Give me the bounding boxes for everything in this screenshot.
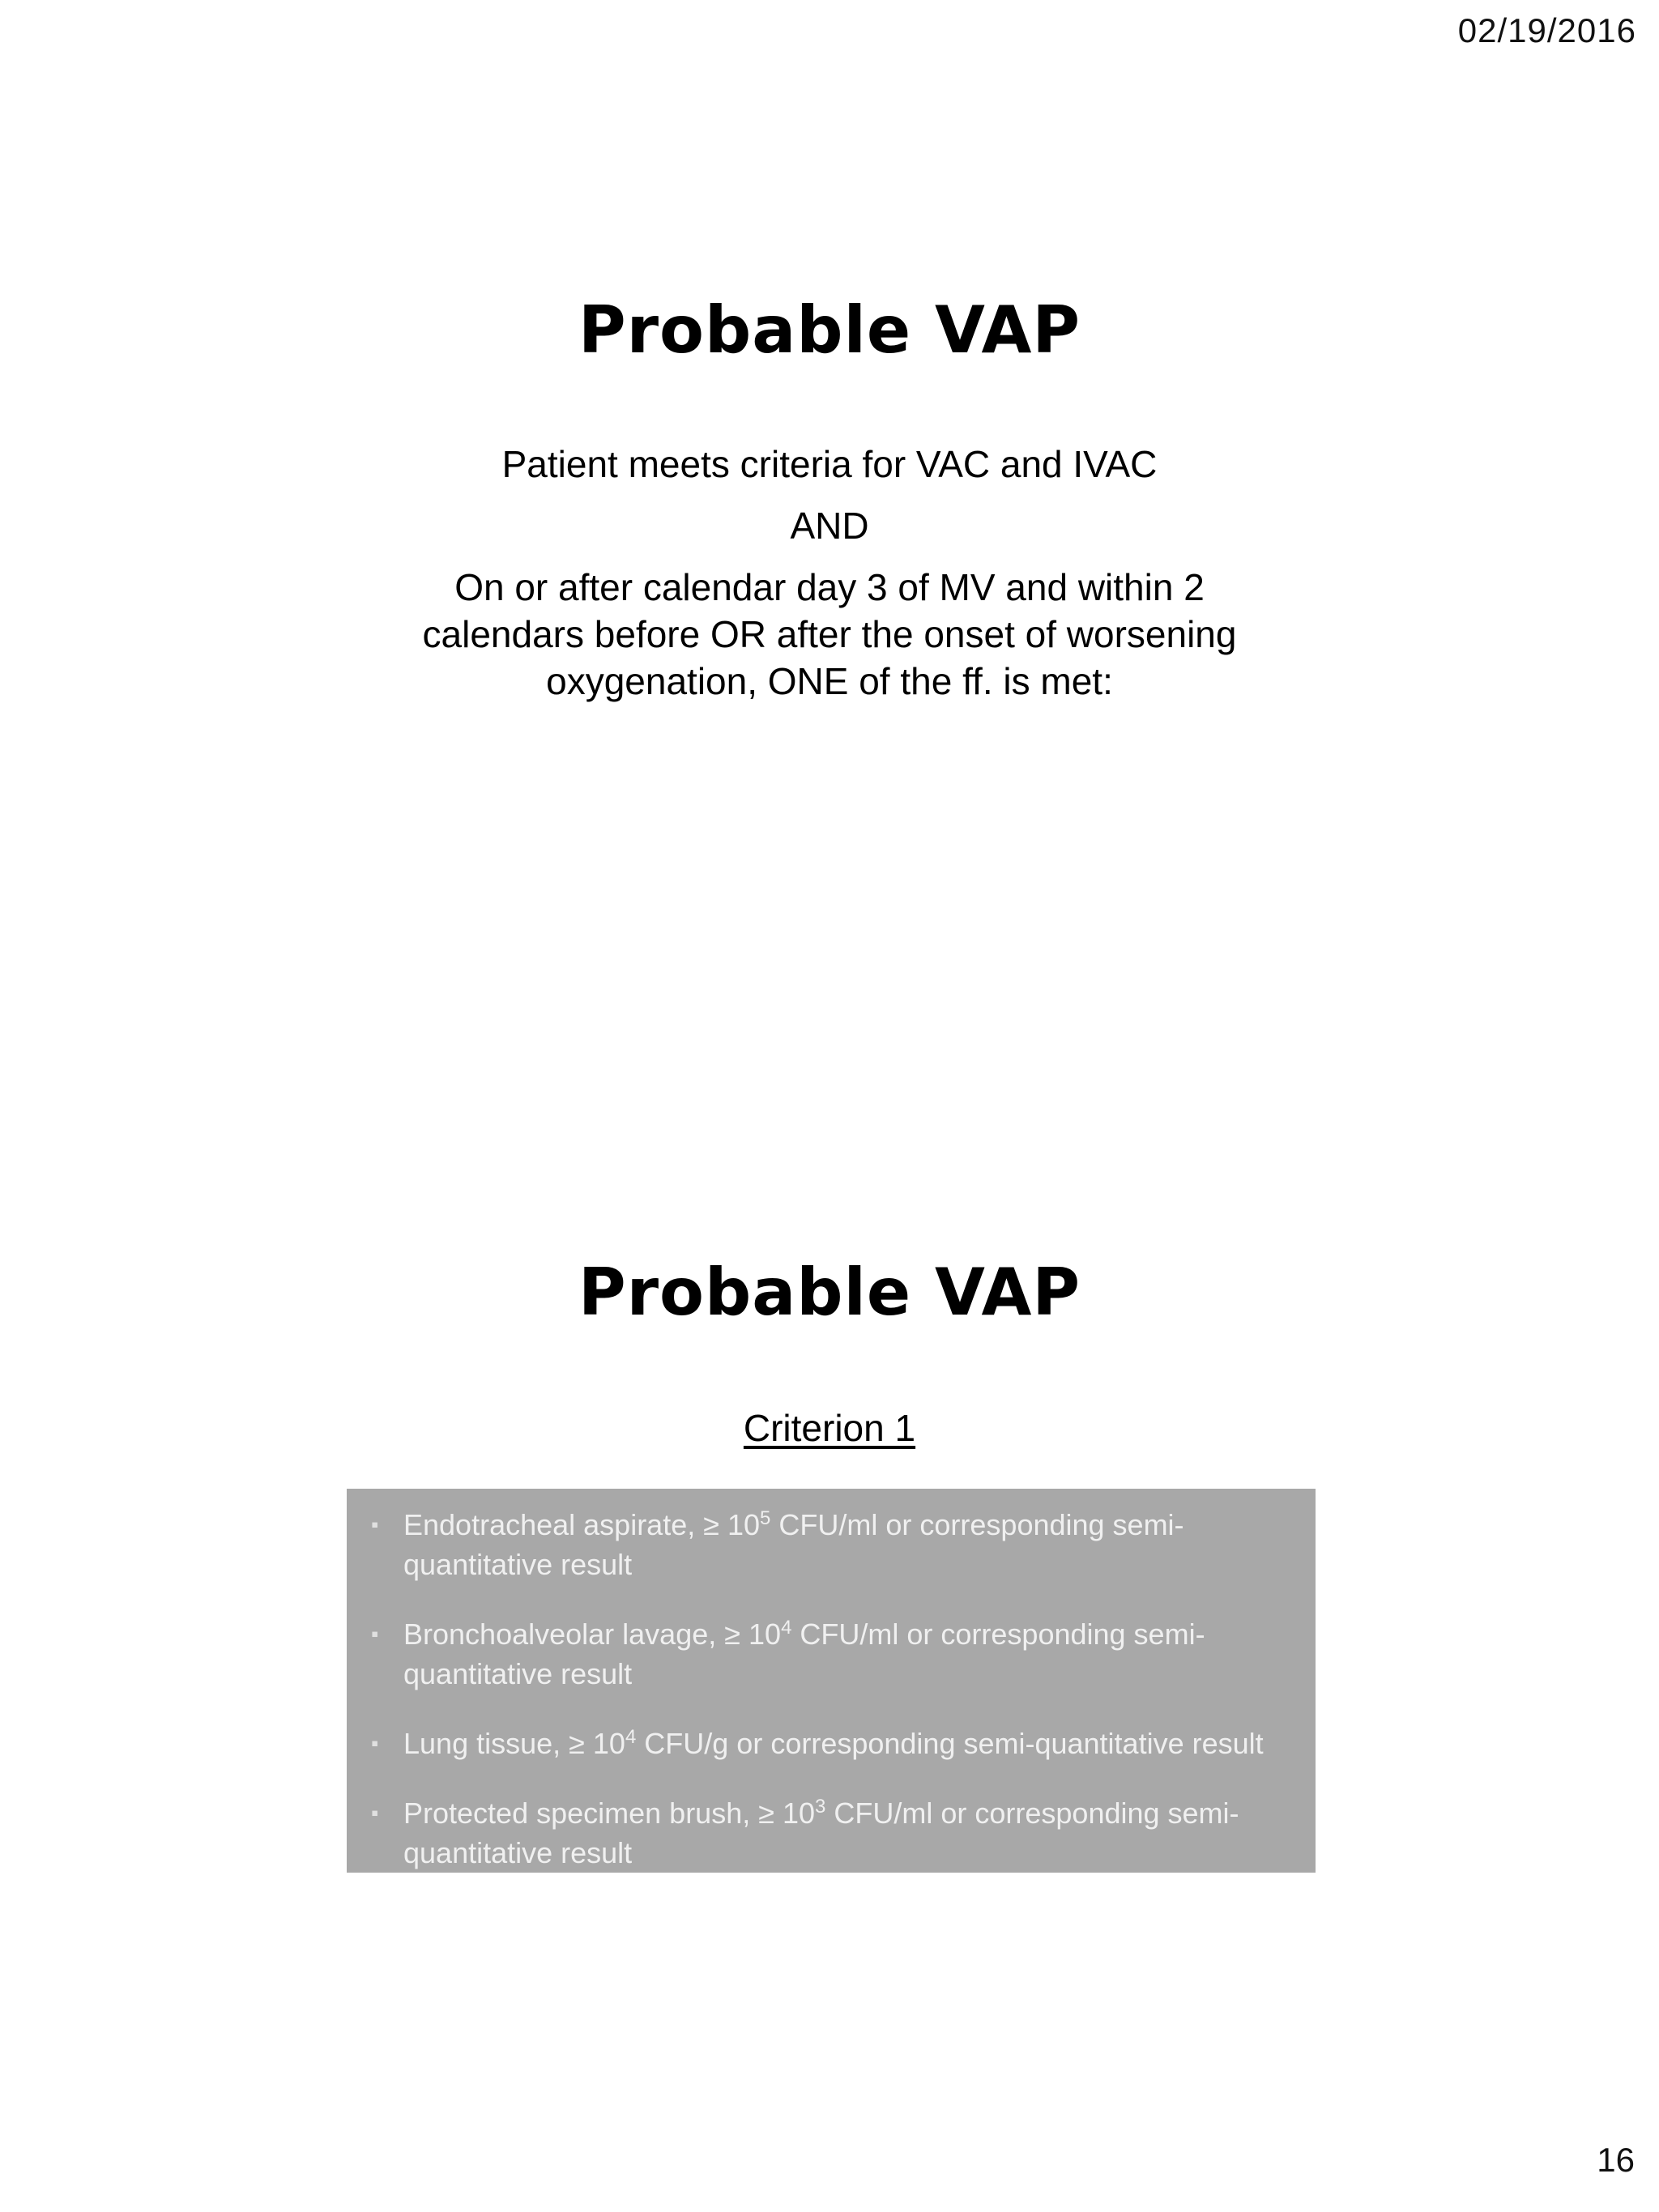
slide-probable-vap-2 bbox=[0, 1254, 1659, 1869]
criterion-heading: Criterion 1 bbox=[743, 1407, 916, 1449]
slide-title: Probable VAP bbox=[578, 1255, 1081, 1330]
list-item bbox=[371, 1614, 1291, 1694]
criteria-intro-line: Patient meets criteria for VAC and IVAC bbox=[501, 443, 1158, 485]
and-connector: AND bbox=[790, 505, 869, 547]
item-exponent: 4 bbox=[781, 1617, 792, 1639]
item-exponent: 4 bbox=[625, 1726, 637, 1748]
square-bullet-icon: ▪ bbox=[371, 1731, 379, 1755]
item-text-pre: Protected specimen brush, ≥ 10 bbox=[403, 1796, 816, 1830]
item-text-post: CFU/ml or corresponding semi-quantitative result bbox=[403, 1617, 1205, 1690]
page-date: 02/19/2016 bbox=[1457, 11, 1636, 49]
criteria-list-box bbox=[347, 1489, 1316, 1873]
item-text-pre: Endotracheal aspirate, ≥ 10 bbox=[403, 1508, 761, 1541]
square-bullet-icon: ▪ bbox=[371, 1512, 379, 1536]
square-bullet-icon: ▪ bbox=[371, 1801, 379, 1825]
slide-probable-vap-1 bbox=[0, 292, 1659, 705]
item-text-post: CFU/ml or corresponding semi-quantitative result bbox=[403, 1796, 1239, 1869]
square-bullet-icon: ▪ bbox=[371, 1622, 379, 1646]
item-text-pre: Bronchoalveolar lavage, ≥ 10 bbox=[403, 1617, 782, 1651]
item-text-pre: Lung tissue, ≥ 10 bbox=[403, 1727, 625, 1760]
item-exponent: 5 bbox=[760, 1507, 771, 1529]
page-number: 16 bbox=[1597, 2141, 1635, 2179]
item-text-post: CFU/ml or corresponding semi-quantitative result bbox=[403, 1508, 1184, 1581]
item-text-post: CFU/g or corresponding semi-quantitative result bbox=[636, 1727, 1264, 1760]
list-item bbox=[371, 1505, 1291, 1584]
slide-title: Probable VAP bbox=[578, 292, 1081, 368]
criteria-list bbox=[371, 1505, 1291, 1873]
condition-paragraph: On or after calendar day 3 of MV and within 2 calendars before OR after the onset of worsening oxygenation, ONE of the ff. is met: bbox=[422, 566, 1237, 702]
slide-body bbox=[0, 441, 1659, 705]
list-item bbox=[371, 1793, 1291, 1873]
item-exponent: 3 bbox=[815, 1796, 826, 1818]
list-item bbox=[371, 1724, 1291, 1763]
